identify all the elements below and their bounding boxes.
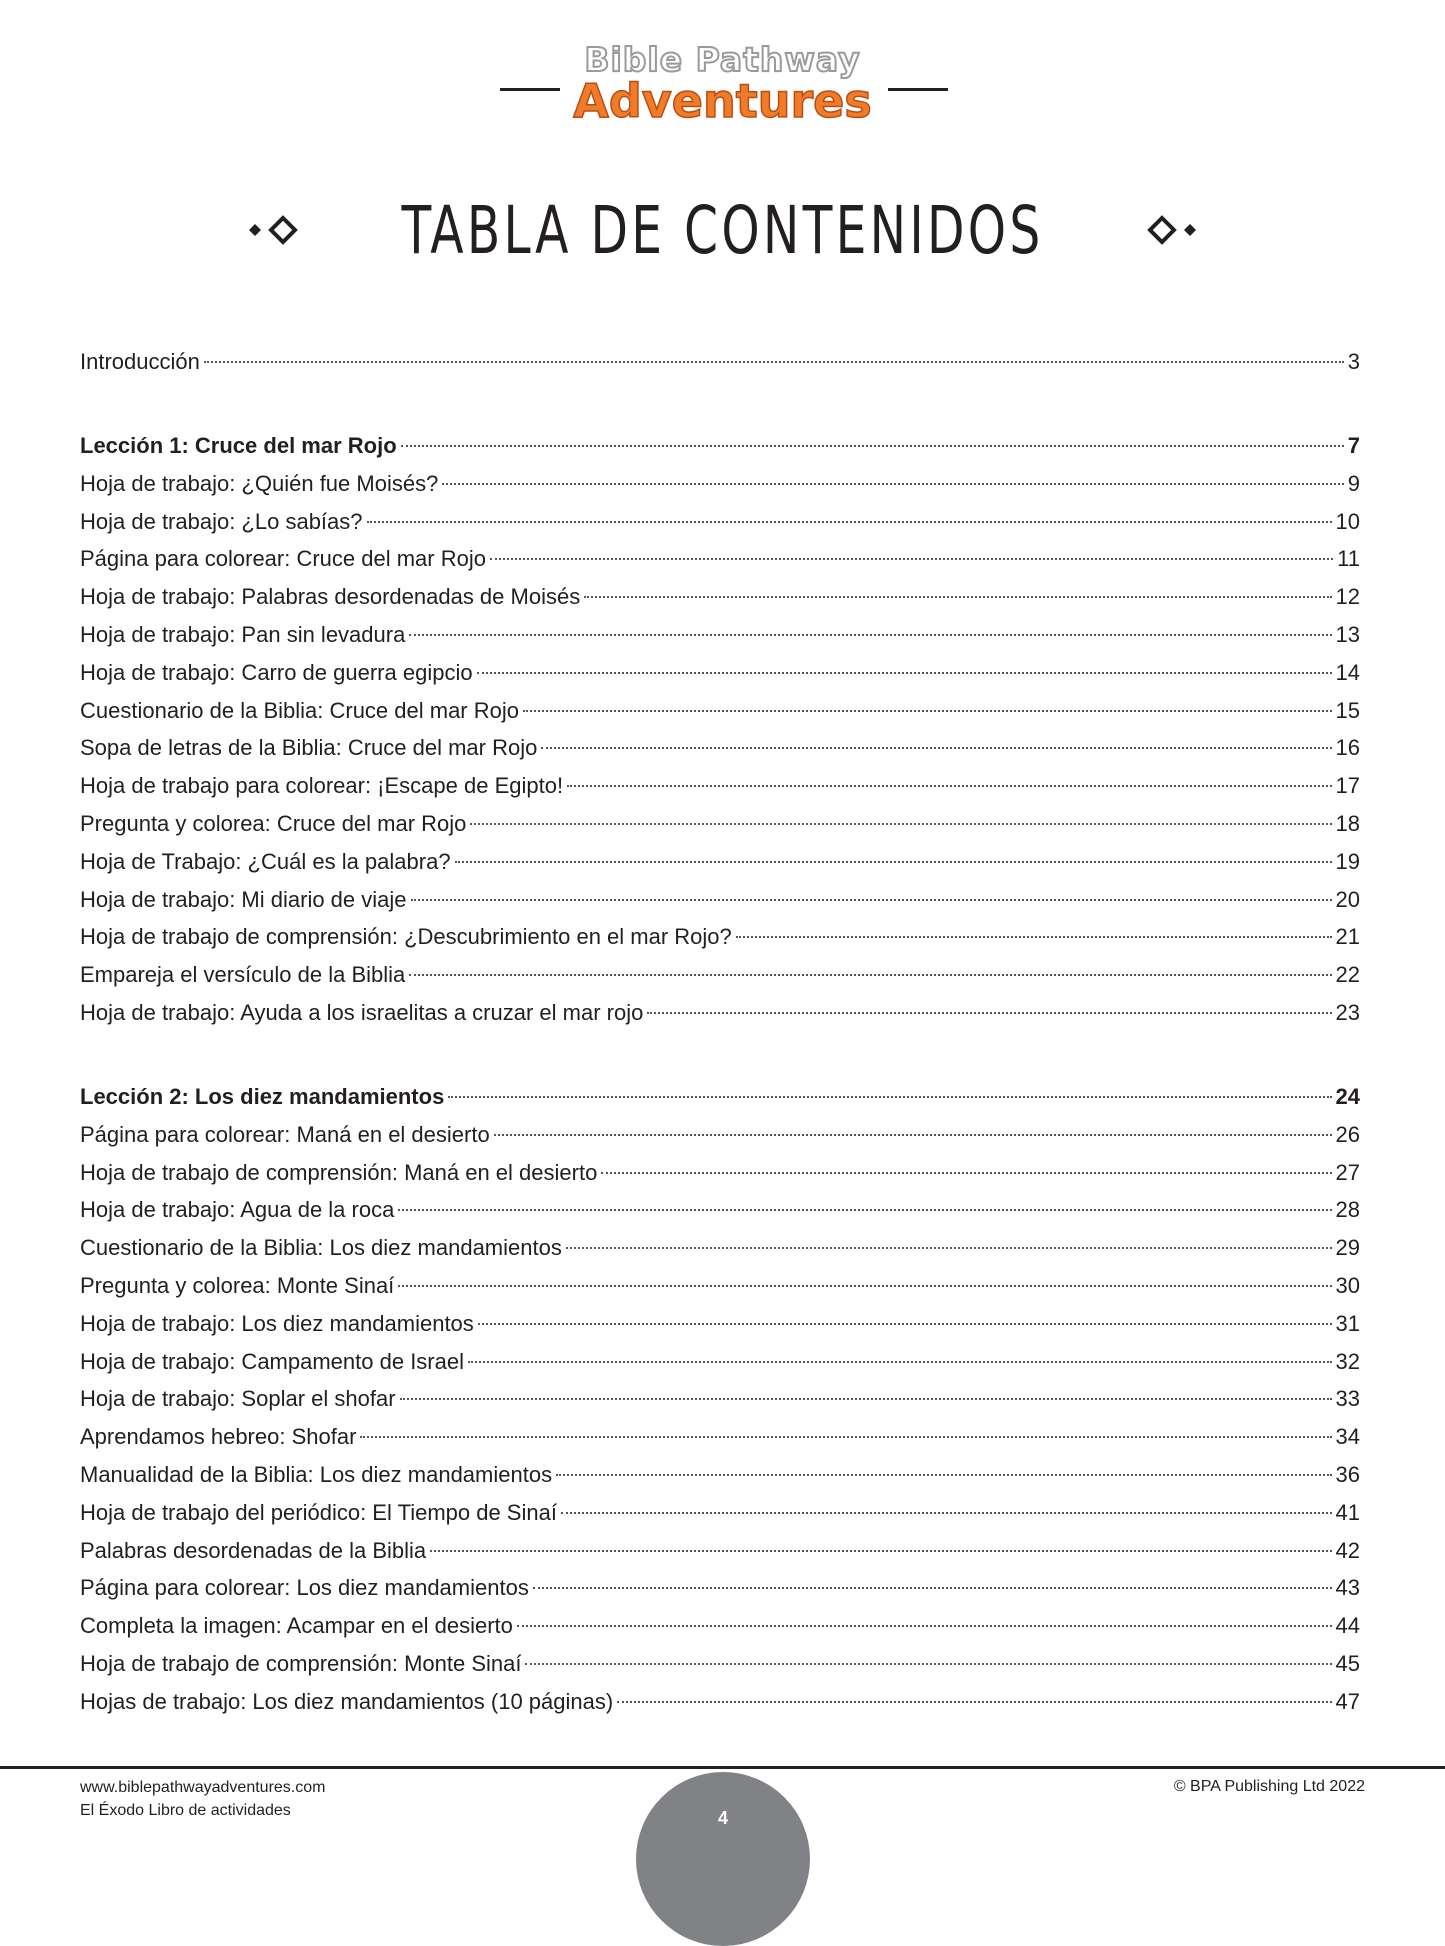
toc-entry-label: Hoja de trabajo: Palabras desordenadas de Moisés bbox=[80, 584, 581, 610]
toc-page-number: 31 bbox=[1335, 1310, 1360, 1336]
toc-entry-label: Hoja de Trabajo: ¿Cuál es la palabra? bbox=[80, 848, 451, 874]
toc-entry-label: Hoja de trabajo: Agua de la roca bbox=[80, 1197, 395, 1223]
toc-row[interactable] bbox=[80, 1230, 1360, 1266]
toc-page-number: 36 bbox=[1335, 1462, 1360, 1487]
toc-row[interactable] bbox=[80, 504, 1360, 540]
toc-row[interactable] bbox=[80, 1155, 1360, 1191]
toc-page-number: 41 bbox=[1335, 1499, 1360, 1525]
toc-row[interactable] bbox=[80, 617, 1360, 653]
toc-leader-dots bbox=[533, 1587, 1332, 1589]
toc-page-number: 43 bbox=[1335, 1575, 1360, 1601]
toc-leader-dots bbox=[468, 1361, 1332, 1363]
toc-page-number: 9 bbox=[1347, 470, 1360, 496]
toc-row[interactable] bbox=[80, 1344, 1360, 1380]
toc-leader-dots bbox=[561, 1512, 1332, 1514]
toc-entry-label: Lección 1: Cruce del mar Rojo bbox=[80, 433, 397, 458]
toc-leader-dots bbox=[556, 1474, 1331, 1476]
toc-page-number: 27 bbox=[1335, 1159, 1360, 1185]
toc-row[interactable] bbox=[80, 1570, 1360, 1606]
toc-row[interactable] bbox=[80, 1495, 1360, 1531]
toc-leader-dots bbox=[409, 974, 1331, 976]
toc-entry-label: Hoja de trabajo para colorear: ¡Escape de Egipto! bbox=[80, 773, 564, 799]
footer-website[interactable]: www.biblepathwayadventures.com bbox=[80, 1779, 326, 1796]
toc-row[interactable] bbox=[80, 344, 1360, 380]
toc-entry-label: Lección 2: Los diez mandamientos bbox=[80, 1084, 445, 1109]
toc-page-number: 10 bbox=[1335, 508, 1360, 534]
toc-row[interactable] bbox=[80, 1684, 1360, 1720]
brand-logo bbox=[0, 30, 1445, 140]
toc-entry-label: Pregunta y colorea: Monte Sinaí bbox=[80, 1273, 395, 1298]
toc-leader-dots bbox=[566, 1247, 1332, 1249]
toc-row[interactable] bbox=[80, 541, 1360, 577]
ornament-right-icon bbox=[1136, 215, 1202, 245]
toc-leader-dots bbox=[601, 1172, 1331, 1174]
toc-page-number: 28 bbox=[1335, 1197, 1360, 1223]
toc-leader-dots bbox=[470, 823, 1331, 825]
page-title: TABLA DE CONTENIDOS bbox=[401, 191, 1044, 269]
toc-leader-dots bbox=[367, 521, 1332, 523]
toc-entry-label: Hoja de trabajo: ¿Quién fue Moisés? bbox=[80, 470, 439, 496]
toc-entry-label: Pregunta y colorea: Cruce del mar Rojo bbox=[80, 811, 467, 836]
toc-leader-dots bbox=[442, 483, 1343, 485]
toc-page-number: 7 bbox=[1347, 433, 1360, 458]
toc-page-number: 32 bbox=[1335, 1348, 1360, 1374]
toc-row[interactable] bbox=[80, 1457, 1360, 1493]
toc-leader-dots bbox=[494, 1134, 1332, 1136]
toc-page-number: 16 bbox=[1335, 735, 1360, 761]
toc-row[interactable] bbox=[80, 730, 1360, 766]
toc-page-number: 14 bbox=[1335, 659, 1360, 685]
toc-entry-label: Hoja de trabajo: Soplar el shofar bbox=[80, 1386, 396, 1412]
toc-leader-dots bbox=[736, 936, 1332, 938]
toc-entry-label: Hoja de trabajo: Carro de guerra egipcio bbox=[80, 659, 473, 685]
toc-page-number: 47 bbox=[1335, 1688, 1360, 1714]
toc-row[interactable] bbox=[80, 1646, 1360, 1682]
toc-page-number: 12 bbox=[1335, 584, 1360, 610]
toc-row[interactable] bbox=[80, 1192, 1360, 1228]
title-row bbox=[0, 190, 1445, 270]
toc-entry-label: Hoja de trabajo: Pan sin levadura bbox=[80, 622, 406, 647]
toc-page-number: 11 bbox=[1337, 546, 1360, 572]
toc-page-number: 26 bbox=[1335, 1121, 1360, 1147]
footer-copyright: © BPA Publishing Ltd 2022 bbox=[1173, 1778, 1365, 1795]
toc-row[interactable] bbox=[80, 579, 1360, 615]
toc-row[interactable] bbox=[80, 1381, 1360, 1417]
toc-page-number: 20 bbox=[1335, 886, 1360, 912]
toc-row[interactable] bbox=[80, 806, 1360, 842]
toc-row[interactable] bbox=[80, 1117, 1360, 1153]
toc-leader-dots bbox=[398, 1209, 1331, 1211]
toc-leader-dots bbox=[490, 558, 1333, 560]
toc-entry-label: Manualidad de la Biblia: Los diez mandamientos bbox=[80, 1462, 553, 1487]
toc-leader-dots bbox=[398, 1285, 1331, 1287]
toc-leader-dots bbox=[455, 861, 1332, 863]
footer-book-title: El Éxodo Libro de actividades bbox=[80, 1802, 291, 1819]
toc-leader-dots bbox=[477, 672, 1332, 674]
toc-page-number: 18 bbox=[1335, 811, 1360, 836]
toc-entry-label: Hoja de trabajo de comprensión: Monte Sinaí bbox=[80, 1651, 522, 1676]
toc-page-number: 33 bbox=[1335, 1386, 1360, 1412]
toc-leader-dots bbox=[401, 445, 1344, 447]
page-number-badge bbox=[636, 1772, 810, 1946]
toc-row[interactable] bbox=[80, 1268, 1360, 1304]
toc-page-number: 22 bbox=[1335, 962, 1360, 988]
toc-entry-label: Cuestionario de la Biblia: Los diez mandamientos bbox=[80, 1235, 562, 1261]
toc-page-number: 15 bbox=[1335, 697, 1360, 723]
toc-entry-label: Hoja de trabajo de comprensión: Maná en el desierto bbox=[80, 1159, 598, 1185]
toc-leader-dots bbox=[411, 899, 1332, 901]
toc-leader-dots bbox=[525, 1663, 1331, 1665]
toc-leader-dots bbox=[523, 710, 1332, 712]
toc-entry-label: Palabras desordenadas de la Biblia bbox=[80, 1537, 427, 1563]
footer-left bbox=[80, 1776, 325, 1822]
toc-page-number: 30 bbox=[1335, 1273, 1360, 1298]
toc-entry-label: Hoja de trabajo: ¿Lo sabías? bbox=[80, 508, 363, 534]
logo-text-top: Bible Pathway bbox=[584, 40, 861, 79]
toc-leader-dots bbox=[400, 1398, 1332, 1400]
toc-leader-dots bbox=[584, 596, 1331, 598]
toc-entry-label: Hoja de trabajo de comprensión: ¿Descubrimiento en el mar Rojo? bbox=[80, 924, 732, 950]
toc-page-number: 29 bbox=[1335, 1235, 1360, 1261]
toc-leader-dots bbox=[204, 361, 1344, 363]
toc-row[interactable] bbox=[80, 995, 1360, 1031]
toc-page-number: 45 bbox=[1335, 1651, 1360, 1676]
toc-leader-dots bbox=[647, 1012, 1331, 1014]
toc-page-number: 34 bbox=[1335, 1424, 1360, 1450]
toc-leader-dots bbox=[360, 1436, 1331, 1438]
toc-entry-label: Hoja de trabajo: Ayuda a los israelitas a cruzar el mar rojo bbox=[80, 1000, 644, 1025]
toc-entry-label: Hoja de trabajo: Mi diario de viaje bbox=[80, 886, 407, 912]
toc-leader-dots bbox=[409, 634, 1331, 636]
toc-entry-label: Página para colorear: Maná en el desierto bbox=[80, 1121, 490, 1147]
toc-lesson-row[interactable] bbox=[80, 428, 1360, 464]
toc-entry-label: Sopa de letras de la Biblia: Cruce del mar Rojo bbox=[80, 735, 538, 761]
toc-page-number: 21 bbox=[1335, 924, 1360, 950]
toc-row[interactable] bbox=[80, 655, 1360, 691]
toc-entry-label: Completa la imagen: Acampar en el desierto bbox=[80, 1613, 513, 1639]
toc-page-number: 23 bbox=[1335, 1000, 1360, 1025]
toc-lesson-row[interactable] bbox=[80, 1079, 1360, 1115]
logo-text-bottom: Adventures bbox=[573, 74, 872, 128]
toc-page-number: 19 bbox=[1335, 848, 1360, 874]
toc-page-number: 13 bbox=[1335, 622, 1360, 647]
toc-row[interactable] bbox=[80, 957, 1360, 993]
toc-row[interactable] bbox=[80, 1306, 1360, 1342]
toc-row[interactable] bbox=[80, 844, 1360, 880]
toc-entry-label: Hoja de trabajo del periódico: El Tiempo de Sinaí bbox=[80, 1499, 557, 1525]
toc-leader-dots bbox=[448, 1096, 1331, 1098]
page-number: 4 bbox=[717, 1808, 728, 1828]
toc-entry-label: Cuestionario de la Biblia: Cruce del mar Rojo bbox=[80, 697, 519, 723]
footer-divider bbox=[0, 1766, 1445, 1769]
toc-row[interactable] bbox=[80, 693, 1360, 729]
toc-page-number: 42 bbox=[1335, 1537, 1360, 1563]
toc-row[interactable] bbox=[80, 1419, 1360, 1455]
toc-row[interactable] bbox=[80, 882, 1360, 918]
toc-entry-label: Empareja el versículo de la Biblia bbox=[80, 962, 406, 988]
toc-entry-label: Página para colorear: Los diez mandamientos bbox=[80, 1575, 529, 1601]
toc-leader-dots bbox=[617, 1701, 1331, 1703]
toc-page-number: 17 bbox=[1335, 773, 1360, 799]
toc-row[interactable] bbox=[80, 1608, 1360, 1644]
toc-leader-dots bbox=[517, 1625, 1332, 1627]
toc-page-number: 3 bbox=[1347, 349, 1360, 374]
toc-entry-label: Aprendamos hebreo: Shofar bbox=[80, 1424, 357, 1450]
toc-leader-dots bbox=[478, 1323, 1332, 1325]
toc-leader-dots bbox=[541, 747, 1331, 749]
toc-leader-dots bbox=[567, 785, 1331, 787]
toc-entry-label: Hoja de trabajo: Los diez mandamientos bbox=[80, 1310, 474, 1336]
toc-row[interactable] bbox=[80, 466, 1360, 502]
toc-row[interactable] bbox=[80, 1533, 1360, 1569]
toc-leader-dots bbox=[430, 1550, 1331, 1552]
toc-row[interactable] bbox=[80, 768, 1360, 804]
toc-page-number: 24 bbox=[1335, 1084, 1360, 1109]
toc-row[interactable] bbox=[80, 919, 1360, 955]
ornament-left-icon bbox=[243, 215, 309, 245]
toc-page-number: 44 bbox=[1335, 1613, 1360, 1639]
toc-entry-label: Introducción bbox=[80, 349, 200, 374]
toc-entry-label: Hoja de trabajo: Campamento de Israel bbox=[80, 1348, 464, 1374]
toc-entry-label: Hojas de trabajo: Los diez mandamientos (10 páginas) bbox=[80, 1688, 614, 1714]
toc-entry-label: Página para colorear: Cruce del mar Rojo bbox=[80, 546, 486, 572]
